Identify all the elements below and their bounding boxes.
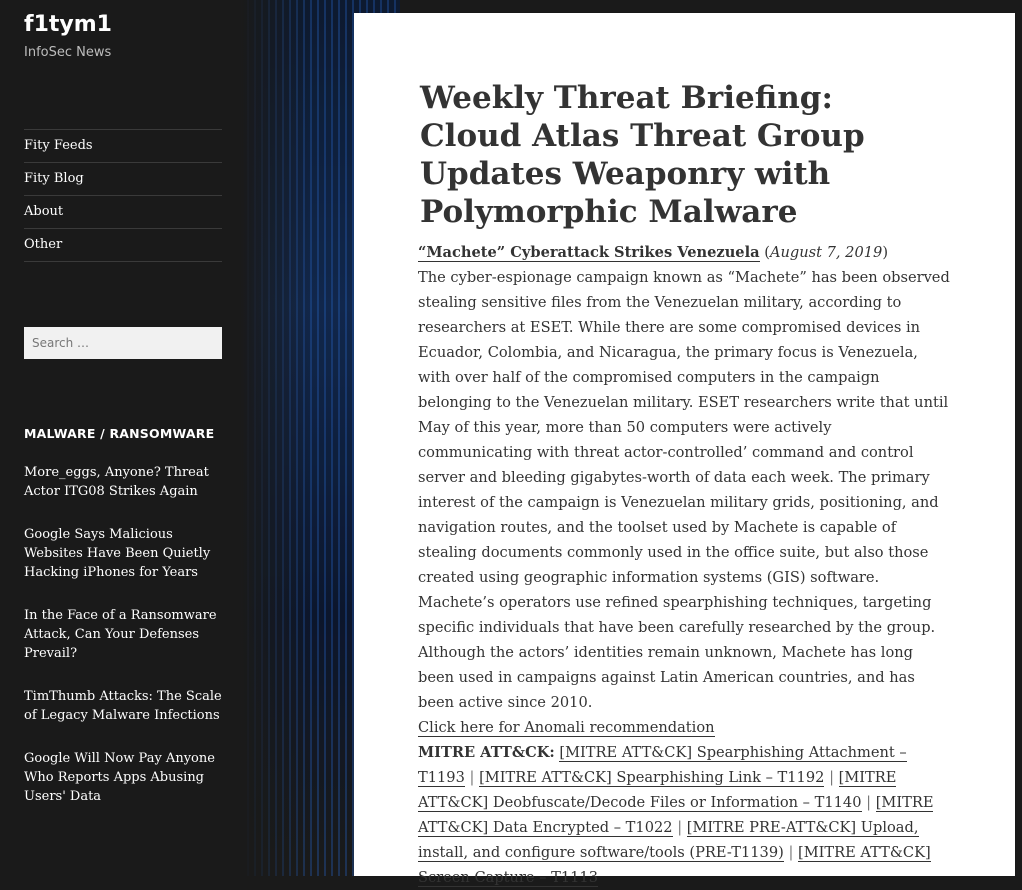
widget-title: MALWARE / RANSOMWARE: [24, 426, 215, 441]
recent-post-link[interactable]: In the Face of a Ransomware Attack, Can Your Defenses Prevail?: [24, 608, 217, 661]
separator: |: [788, 844, 794, 861]
recent-post-link[interactable]: Google Will Now Pay Anyone Who Reports Apps Abusing Users' Data: [24, 751, 215, 804]
lead-article-link[interactable]: “Machete” Cyberattack Strikes Venezuela: [418, 244, 760, 261]
mitre-link[interactable]: [MITRE ATT&CK] Screen Capture – T1113: [418, 844, 931, 886]
separator: |: [829, 769, 834, 786]
sidebar: [0, 0, 240, 876]
article-lead: “Machete” Cyberattack Strikes Venezuela (August 7, 2019): [418, 244, 889, 261]
recent-post-link[interactable]: TimThumb Attacks: The Scale of Legacy Malware Infections: [24, 689, 222, 723]
recent-posts-list: [24, 463, 224, 830]
recommendation-link[interactable]: Click here for Anomali recommendation: [418, 719, 715, 736]
separator: |: [469, 769, 475, 786]
separator: |: [866, 794, 872, 811]
nav-item-fity-feeds[interactable]: Fity Feeds: [24, 129, 222, 162]
nav-item-about[interactable]: About: [24, 195, 222, 228]
mitre-label: MITRE ATT&CK:: [418, 744, 555, 761]
mitre-link[interactable]: [MITRE ATT&CK] Spearphishing Attachment – T1193: [418, 744, 907, 786]
nav-item-other[interactable]: Other: [24, 228, 222, 262]
mitre-link[interactable]: [MITRE ATT&CK] Spearphishing Link – T1192: [479, 769, 825, 786]
site-description: InfoSec News: [24, 45, 112, 60]
mitre-list: [418, 740, 950, 890]
article-title: Weekly Threat Briefing: Cloud Atlas Threat Group Updates Weaponry with Polymorphic Malware: [420, 80, 865, 230]
search-input[interactable]: [24, 327, 222, 359]
article-content: [418, 240, 950, 890]
article-body: The cyber-espionage campaign known as “Machete” has been observed stealing sensitive files from the Venezuelan military, according to researchers at ESET. While there are some compromised devices in Ecuador, Colombia, and Nicaragua, the primary focus is Venezuela, with over half of the compromised computers in the campaign belonging to the Venezuelan military. ESET researchers write that until May of this year, more than 50 computers were actively communicating with threat actor-controlled’ command and control server and bleeding gigabytes-worth of data each week. The primary interest of the campaign is Venezuelan military grids, positioning, and navigation routes, and the toolset used by Machete is capable of stealing documents commonly used in the office suite, but also those created using geographic information systems (GIS) software. Machete’s operators use refined spearphishing techniques, targeting specific individuals that have been carefully researched by the group. Although the actors’ identities remain unknown, Machete has long been used in campaigns against Latin American countries, and has been active since 2010.: [418, 269, 950, 711]
separator: |: [677, 819, 683, 836]
main-navigation: [24, 129, 222, 262]
mitre-link[interactable]: [MITRE ATT&CK] Deobfuscate/Decode Files or Information – T1140: [418, 769, 897, 811]
site-title[interactable]: f1tym1: [24, 12, 112, 37]
article: [354, 13, 1015, 886]
recent-post-link[interactable]: Google Says Malicious Websites Have Been Quietly Hacking iPhones for Years: [24, 527, 211, 580]
mitre-link[interactable]: [MITRE ATT&CK] Data Encrypted – T1022: [418, 794, 934, 836]
recent-post-link[interactable]: More_eggs, Anyone? Threat Actor ITG08 Strikes Again: [24, 465, 209, 499]
nav-item-fity-blog[interactable]: Fity Blog: [24, 162, 222, 195]
article-date: August 7, 2019: [769, 244, 883, 261]
mitre-link[interactable]: [MITRE PRE-ATT&CK] Upload, install, and configure software/tools (PRE-T1139): [418, 819, 919, 861]
